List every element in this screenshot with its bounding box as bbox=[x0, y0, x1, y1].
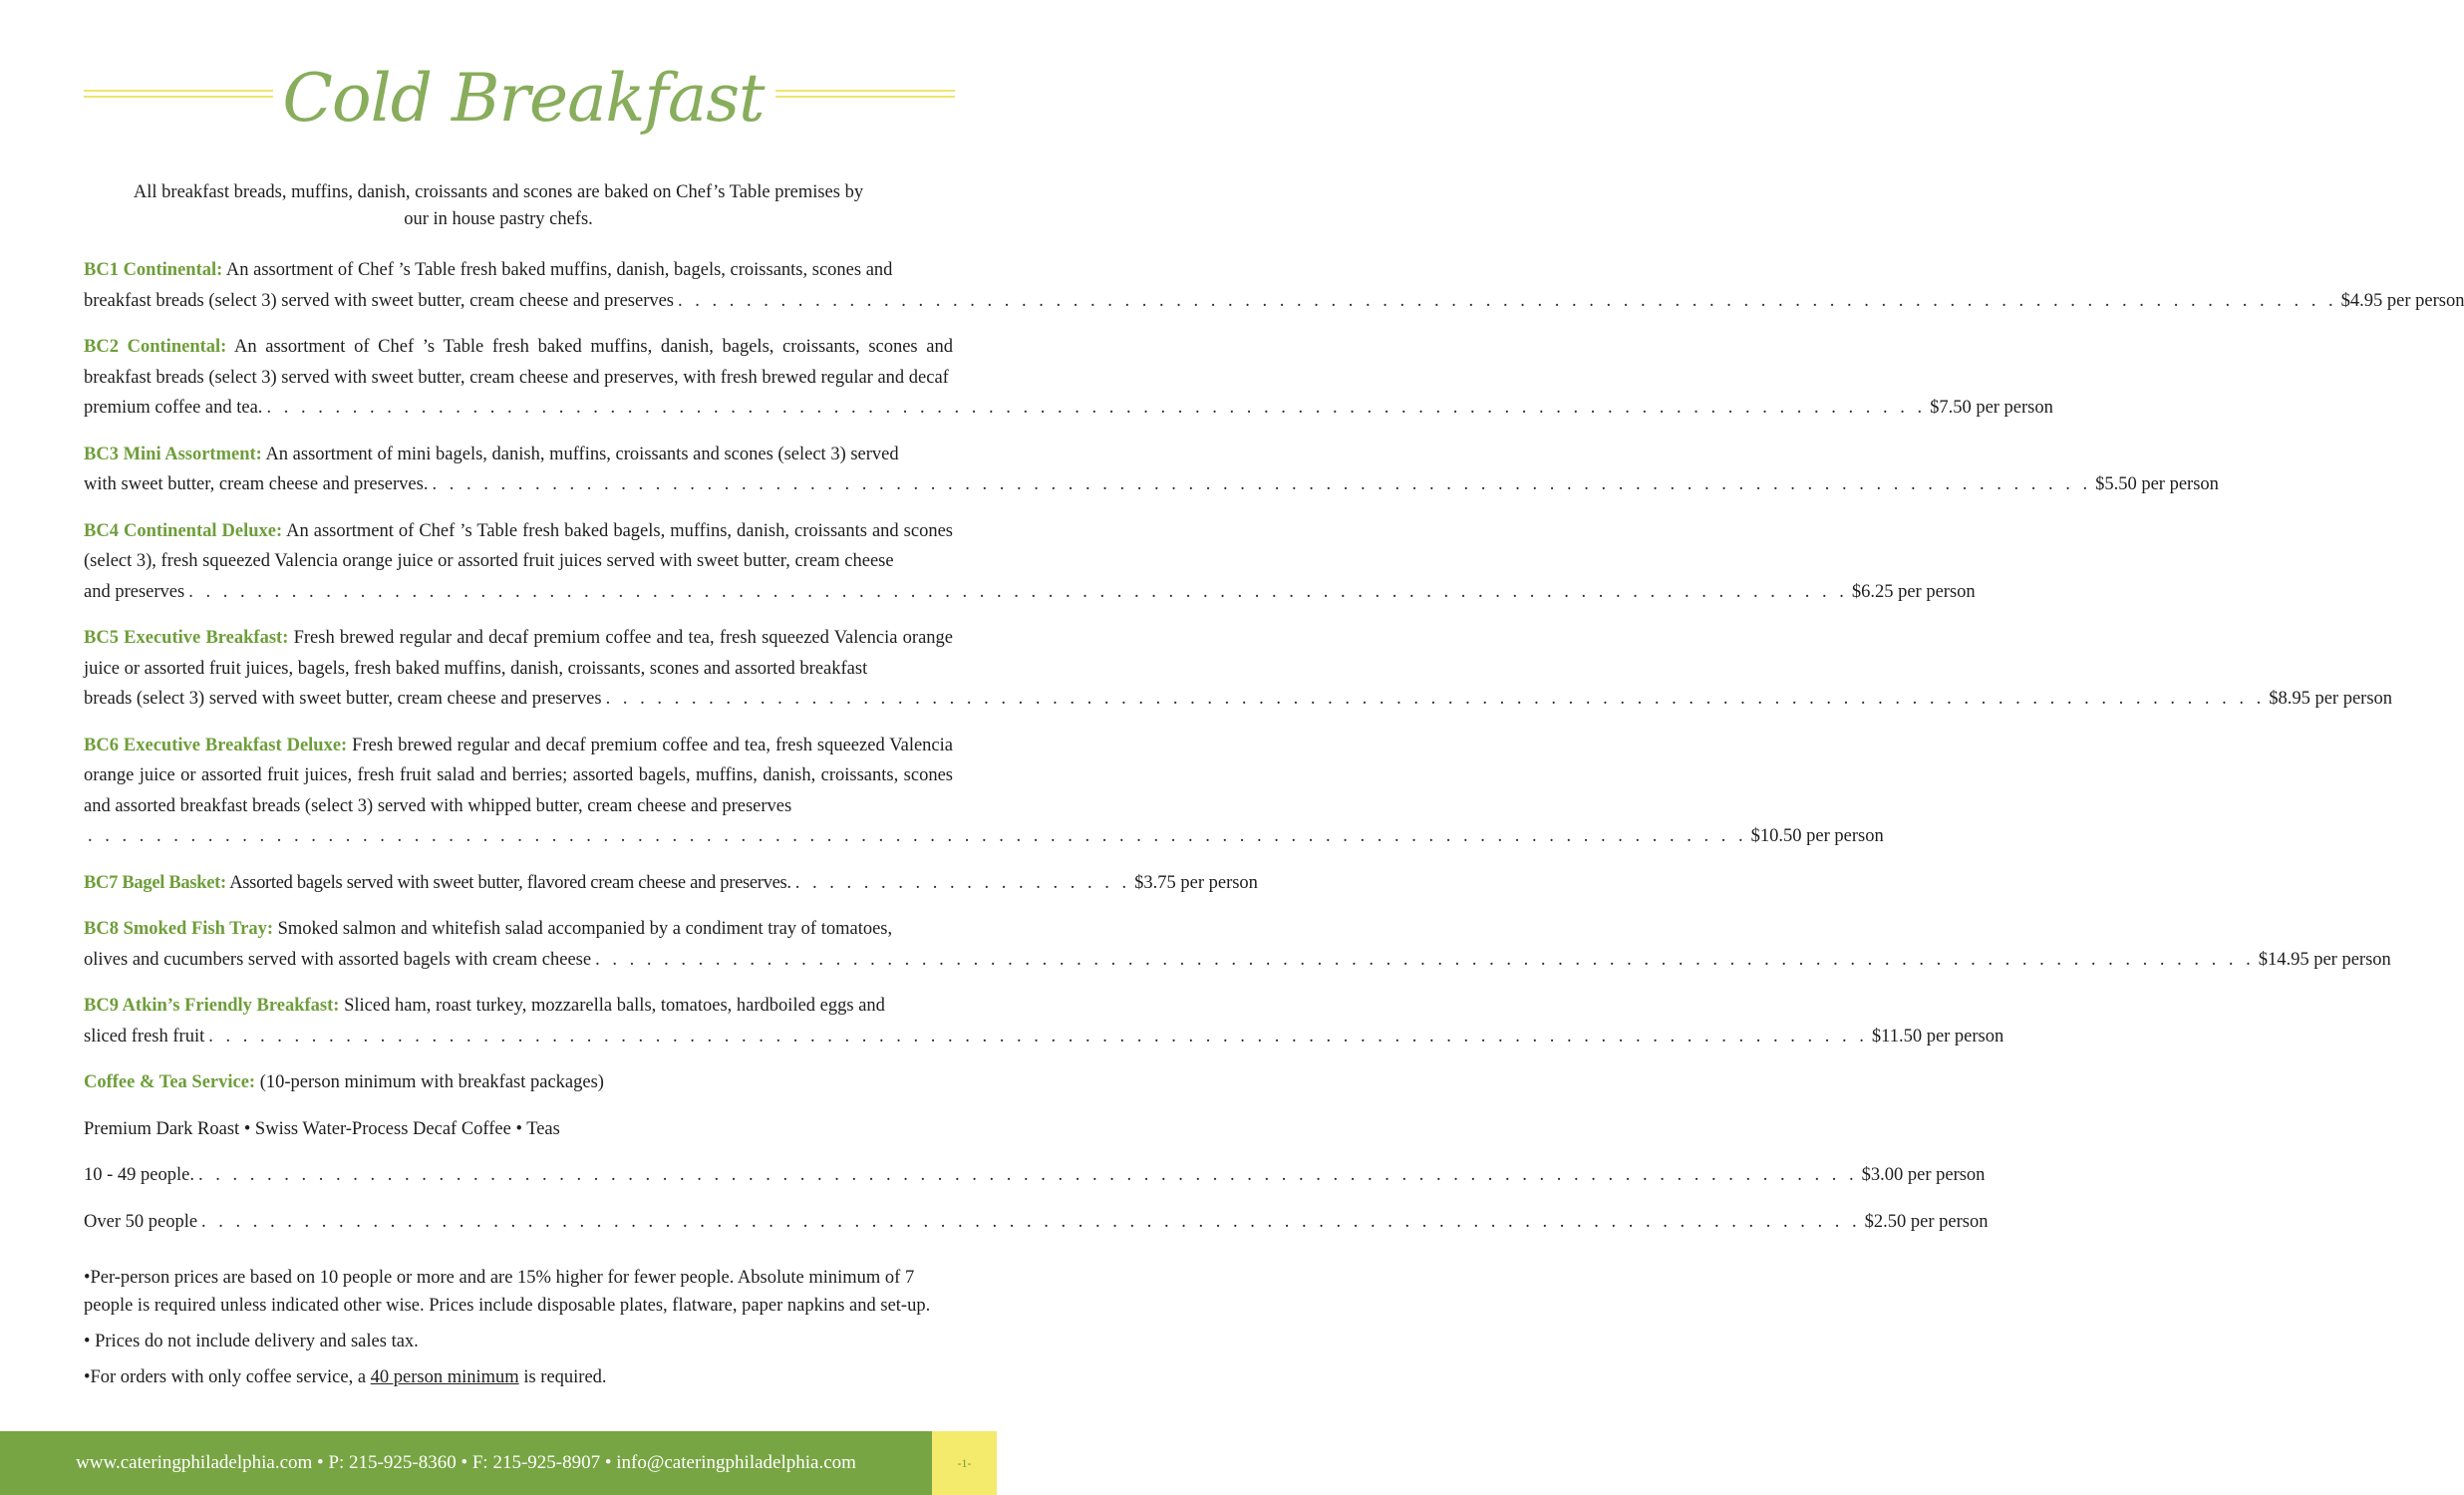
menu-item-bc6 bbox=[84, 731, 1884, 852]
leader-dots: . . . . . . . . . . . . . . . . . . . . . . . . . . . . . . . . . . . . . . . . . . . . . . . . . . . . . . . . . . . . . . . . . . . . . . . . . . . . . . . . . . . . . . . . . . . . . . . . . bbox=[595, 949, 2255, 970]
item-price: $3.75 per person bbox=[1134, 872, 1258, 893]
item-code: BC3 Mini Assortment: bbox=[84, 444, 262, 464]
note-coffee-pre: •For orders with only coffee service, a bbox=[84, 1367, 371, 1387]
item-description: An assortment of Chef ’s Table fresh baked bagels, muffins, danish, croissants and scones (select 3), fresh squeezed Valencia orange juice or assorted fruit juices served with sweet butter, cream cheese bbox=[84, 520, 954, 571]
page-number: -1- bbox=[932, 1431, 997, 1495]
leader-dots: . . . . . . . . . . . . . . . . . . . . . . . . . . . . . . . . . . . . . . . . . . . . . . . . . . . . . . . . . . . . . . . . . . . . . . . . . . . . . . . . . . . . . . . . . . . . . . . . . bbox=[266, 398, 1927, 418]
note-tax: • Prices do not include delivery and sales tax. bbox=[84, 1332, 419, 1351]
item-code: BC1 Continental: bbox=[84, 260, 223, 280]
tier-price: $2.50 per person bbox=[1864, 1211, 1989, 1232]
item-description-end: olives and cucumbers served with assorted bagels with cream cheese bbox=[84, 949, 592, 970]
coffee-tier-1 bbox=[84, 1160, 1986, 1191]
item-price: $14.95 per person bbox=[2258, 949, 2391, 970]
leader-dots: . . . . . . . . . . . . . . . . . . . . bbox=[794, 872, 1131, 893]
menu-item-bc3 bbox=[84, 440, 2219, 500]
title-banner bbox=[0, 58, 997, 148]
note-coffee-minimum bbox=[84, 1363, 953, 1391]
item-description: An assortment of Chef ’s Table fresh baked muffins, danish, bagels, croissants, scones and breakfast breads (select 3) served with sweet butter, cream cheese and preserves, with fresh brewed regular and decaf bbox=[84, 337, 954, 388]
menu-item-bc8 bbox=[84, 914, 2391, 975]
tier-price: $3.00 per person bbox=[1861, 1165, 1986, 1185]
item-description-end: breads (select 3) served with sweet butter, cream cheese and preserves bbox=[84, 689, 602, 709]
title-rule-right bbox=[775, 90, 955, 98]
item-description-end: sliced fresh fruit bbox=[84, 1026, 205, 1046]
item-price: $4.95 per person bbox=[2340, 290, 2464, 311]
item-price: $5.50 per person bbox=[2095, 474, 2219, 494]
note-coffee-post: is required. bbox=[518, 1367, 607, 1387]
item-description: Fresh brewed regular and decaf premium coffee and tea, fresh squeezed Valencia orange juice or assorted fruit juices, fresh fruit salad and berries; assorted bagels, muffins, danish, croissants, scones and assorted breakfast breads (select 3) served with whipped butter, cream cheese and preserves bbox=[84, 735, 953, 816]
leader-dots: . . . . . . . . . . . . . . . . . . . . . . . . . . . . . . . . . . . . . . . . . . . . . . . . . . . . . . . . . . . . . . . . . . . . . . . . . . . . . . . . . . . . . . . . . . . . . . . . . bbox=[197, 1165, 1858, 1185]
leader-dots: . . . . . . . . . . . . . . . . . . . . . . . . . . . . . . . . . . . . . . . . . . . . . . . . . . . . . . . . . . . . . . . . . . . . . . . . . . . . . . . . . . . . . . . . . . . . . . . . . bbox=[432, 474, 2092, 494]
item-code: BC2 Continental: bbox=[84, 337, 227, 357]
item-price: $6.25 per person bbox=[1851, 581, 1976, 602]
item-price: $8.95 per person bbox=[2269, 689, 2393, 709]
menu-item-bc4 bbox=[84, 516, 1976, 608]
coffee-options: Premium Dark Roast • Swiss Water-Process Decaf Coffee • Teas bbox=[84, 1118, 560, 1139]
item-code: BC4 Continental Deluxe: bbox=[84, 520, 283, 541]
item-code: BC9 Atkin’s Friendly Breakfast: bbox=[84, 996, 340, 1016]
page-title: Cold Breakfast bbox=[282, 60, 765, 137]
leader-dots: . . . . . . . . . . . . . . . . . . . . . . . . . . . . . . . . . . . . . . . . . . . . . . . . . . . . . . . . . . . . . . . . . . . . . . . . . . . . . . . . . . . . . . . . . . . . . . . . . bbox=[208, 1026, 1868, 1046]
tier-label: Over 50 people bbox=[84, 1211, 198, 1232]
item-description-end: with sweet butter, cream cheese and preserves. bbox=[84, 474, 429, 494]
tier-label: 10 - 49 people. bbox=[84, 1165, 194, 1185]
coffee-service-note: (10-person minimum with breakfast packages) bbox=[259, 1072, 604, 1092]
footer bbox=[0, 1431, 997, 1495]
item-price: $11.50 per person bbox=[1871, 1026, 2004, 1046]
coffee-service-heading bbox=[84, 1067, 953, 1098]
item-description: An assortment of Chef ’s Table fresh baked muffins, danish, bagels, croissants, scones and bbox=[225, 260, 893, 280]
item-description-end: and preserves bbox=[84, 581, 185, 602]
intro-text: All breakfast breads, muffins, danish, croissants and scones are baked on Chef’s Table premises by our in house pastry chefs. bbox=[133, 182, 864, 229]
leader-dots: . . . . . . . . . . . . . . . . . . . . . . . . . . . . . . . . . . . . . . . . . . . . . . . . . . . . . . . . . . . . . . . . . . . . . . . . . . . . . . . . . . . . . . . . . . . . . . . . . bbox=[188, 581, 1848, 602]
item-price: $7.50 per person bbox=[1930, 398, 2053, 418]
leader-dots: . . . . . . . . . . . . . . . . . . . . . . . . . . . . . . . . . . . . . . . . . . . . . . . . . . . . . . . . . . . . . . . . . . . . . . . . . . . . . . . . . . . . . . . . . . . . . . . . . bbox=[678, 290, 2337, 311]
menu-item-bc2 bbox=[84, 332, 2053, 424]
menu-item-bc5 bbox=[84, 623, 2393, 715]
coffee-service-title: Coffee & Tea Service: bbox=[84, 1072, 256, 1092]
note-pricing: •Per-person prices are based on 10 people or more and are 15% higher for fewer people. Absolute minimum of 7 people is required unless indicated other wise. Prices include disposable plates, flatware, paper napkins and set-up. bbox=[84, 1268, 931, 1316]
item-code: BC8 Smoked Fish Tray: bbox=[84, 919, 273, 939]
leader-dots: . . . . . . . . . . . . . . . . . . . . . . . . . . . . . . . . . . . . . . . . . . . . . . . . . . . . . . . . . . . . . . . . . . . . . . . . . . . . . . . . . . . . . . . . . . . . . . . . . bbox=[201, 1211, 1861, 1232]
leader-dots: . . . . . . . . . . . . . . . . . . . . . . . . . . . . . . . . . . . . . . . . . . . . . . . . . . . . . . . . . . . . . . . . . . . . . . . . . . . . . . . . . . . . . . . . . . . . . . . . . bbox=[605, 689, 2266, 709]
menu-item-bc1 bbox=[84, 255, 2464, 316]
menu-item-bc9 bbox=[84, 991, 2004, 1051]
item-description: An assortment of mini bagels, danish, muffins, croissants and scones (select 3) served bbox=[265, 444, 899, 464]
item-description: Sliced ham, roast turkey, mozzarella balls, tomatoes, hardboiled eggs and bbox=[344, 996, 885, 1016]
item-code: BC6 Executive Breakfast Deluxe: bbox=[84, 735, 348, 755]
menu-item-bc7 bbox=[84, 868, 1258, 899]
item-description-end: premium coffee and tea. bbox=[84, 398, 263, 418]
item-code: BC5 Executive Breakfast: bbox=[84, 628, 289, 648]
item-price: $10.50 per person bbox=[1750, 826, 1884, 846]
item-code: BC7 Bagel Basket: bbox=[84, 872, 226, 893]
item-description-end: breakfast breads (select 3) served with sweet butter, cream cheese and preserves bbox=[84, 290, 675, 311]
note-coffee-underlined: 40 person minimum bbox=[370, 1367, 519, 1387]
coffee-tier-2 bbox=[84, 1207, 1989, 1238]
item-description: Smoked salmon and whitefish salad accompanied by a condiment tray of tomatoes, bbox=[277, 919, 893, 939]
notes-section bbox=[84, 1264, 953, 1399]
footer-contact: www.cateringphiladelphia.com • P: 215-925-8360 • F: 215-925-8907 • info@cateringphiladelphia.com bbox=[0, 1431, 932, 1495]
item-description: Fresh brewed regular and decaf premium coffee and tea, fresh squeezed Valencia orange juice or assorted fruit juices, bagels, fresh baked muffins, danish, croissants, scones and assorted breakfast bbox=[84, 628, 953, 679]
title-rule-left bbox=[84, 90, 273, 98]
item-description-end: Assorted bagels served with sweet butter, flavored cream cheese and preserves. bbox=[229, 872, 791, 893]
leader-dots: . . . . . . . . . . . . . . . . . . . . . . . . . . . . . . . . . . . . . . . . . . . . . . . . . . . . . . . . . . . . . . . . . . . . . . . . . . . . . . . . . . . . . . . . . . . . . . . . . bbox=[88, 826, 1747, 846]
menu-list bbox=[84, 255, 2464, 1253]
